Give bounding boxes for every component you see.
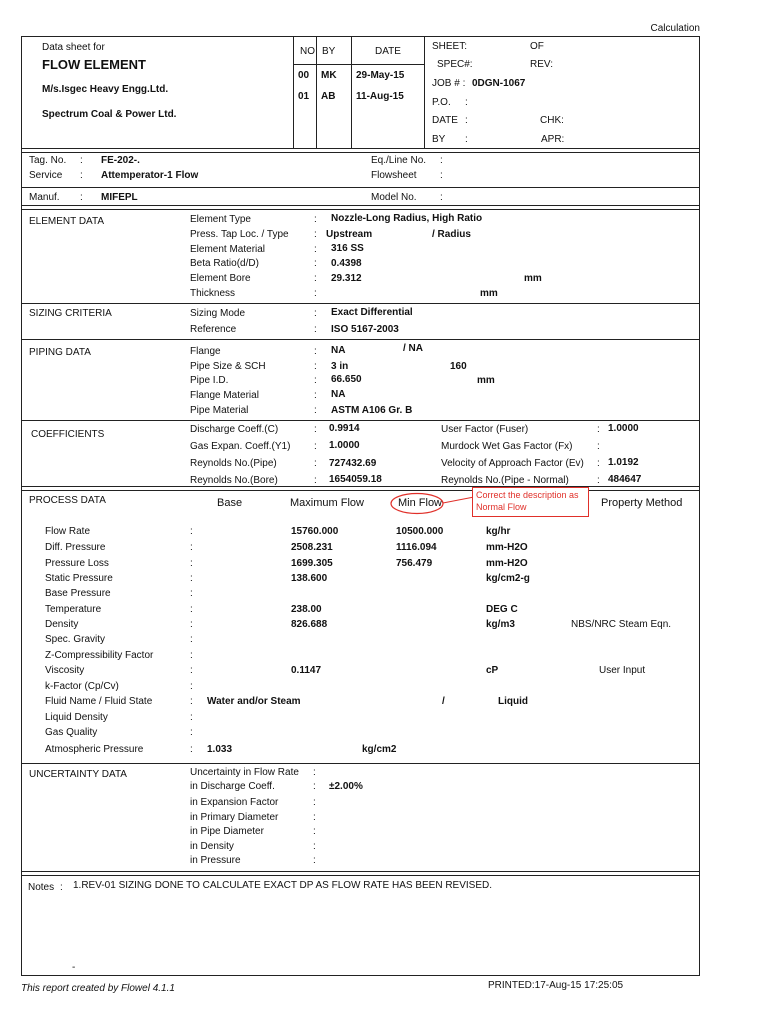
process-row-label: Static Pressure [45, 573, 113, 584]
process-row-prop: User Input [599, 665, 646, 676]
rev-0-date: 29-May-15 [356, 70, 405, 81]
model-label: Model No. [371, 192, 417, 203]
uncertainty-row-label: in Discharge Coeff. [190, 781, 275, 792]
flange-value: NA [331, 345, 346, 356]
service-colon: : [80, 170, 83, 181]
element-bore-unit: mm [524, 273, 542, 284]
page-title: FLOW ELEMENT [42, 57, 146, 72]
rev-0-by: MK [321, 70, 337, 81]
process-row-min: / [442, 696, 445, 707]
coef-left-0-value: 0.9914 [329, 423, 360, 434]
process-row-label: Temperature [45, 604, 102, 615]
process-row-max: 0.1147 [291, 665, 322, 676]
uncertainty-row-label: in Density [190, 841, 234, 852]
process-row-max: 138.600 [291, 573, 328, 584]
element-material-colon: : [314, 244, 317, 255]
col-base-header: Base [217, 497, 243, 509]
coef-left-1-label: Gas Expan. Coeff.(Y1) [190, 441, 291, 452]
report-type: Calculation [650, 23, 700, 34]
tap-type-value: / Radius [432, 229, 471, 240]
coef-left-1-colon: : [314, 441, 317, 452]
process-row-label: Fluid Name / Fluid State [45, 696, 153, 707]
pipe-material-colon: : [314, 405, 317, 416]
thickness-unit: mm [480, 288, 498, 299]
coef-left-2-value: 727432.69 [329, 458, 377, 469]
col-min-flow-header: Min Flow [398, 497, 443, 509]
pipe-material-value: ASTM A106 Gr. B [331, 405, 413, 416]
review-comment-box [472, 487, 589, 517]
uncertainty-data-heading: UNCERTAINTY DATA [29, 769, 127, 780]
tap-loc-label: Press. Tap Loc. / Type [190, 229, 289, 240]
coef-left-2-colon: : [314, 458, 317, 469]
uncertainty-row-colon: : [313, 812, 316, 823]
sizing-mode-colon: : [314, 308, 317, 319]
process-row-label: Z-Compressibility Factor [45, 650, 154, 661]
rev-1-date: 11-Aug-15 [356, 91, 404, 102]
coef-right-1-colon: : [597, 441, 600, 452]
beta-ratio-value: 0.4398 [331, 258, 362, 269]
process-row-label: Base Pressure [45, 588, 111, 599]
uncertainty-row-colon: : [313, 781, 316, 792]
uncertainty-row-colon: : [313, 826, 316, 837]
company-name: M/s.Isgec Heavy Engg.Ltd. [42, 84, 169, 95]
uncertainty-row-label: in Pressure [190, 855, 241, 866]
model-colon: : [440, 192, 443, 203]
pipe-material-label: Pipe Material [190, 405, 249, 416]
tap-loc-colon: : [314, 229, 317, 240]
thickness-colon: : [314, 288, 317, 299]
col-max-flow-header: Maximum Flow [290, 497, 364, 509]
uncertainty-row-colon: : [313, 855, 316, 866]
coef-right-3-value: 484647 [608, 474, 642, 485]
coef-left-3-label: Reynolds No.(Bore) [190, 475, 278, 486]
coef-left-0-colon: : [314, 424, 317, 435]
pipe-size-label: Pipe Size & SCH [190, 361, 266, 372]
coef-right-2-label: Velocity of Approach Factor (Ev) [441, 458, 584, 469]
flowsheet-colon: : [440, 170, 443, 181]
element-material-value: 316 SS [331, 243, 364, 254]
process-row-colon: : [190, 526, 193, 537]
job-value: 0DGN-1067 [472, 78, 526, 89]
rev-col-by: BY [322, 46, 336, 57]
process-row-colon: : [190, 650, 193, 661]
beta-ratio-label: Beta Ratio(d/D) [190, 258, 259, 269]
process-row-colon: : [190, 558, 193, 569]
process-row-colon: : [190, 619, 193, 630]
coef-right-3-label: Reynolds No.(Pipe - Normal) [441, 475, 569, 486]
element-bore-label: Element Bore [190, 273, 251, 284]
of-label: OF [530, 41, 544, 52]
flange-label: Flange [190, 346, 221, 357]
process-row-label: Viscosity [45, 665, 85, 676]
coef-right-2-colon: : [597, 458, 600, 469]
process-row-label: Flow Rate [45, 526, 91, 537]
review-comment-text: Correct the description as Normal Flow [476, 490, 579, 512]
client-name: Spectrum Coal & Power Ltd. [42, 109, 177, 120]
process-row-unit: DEG C [486, 604, 518, 615]
sizing-criteria-heading: SIZING CRITERIA [29, 308, 112, 319]
rev-0-no: 00 [298, 70, 310, 81]
date-colon: : [465, 115, 468, 126]
manuf-colon: : [80, 192, 83, 203]
element-type-colon: : [314, 214, 317, 225]
process-row-colon: : [190, 744, 193, 755]
by-colon: : [465, 134, 468, 145]
pipe-id-unit: mm [477, 375, 495, 386]
report-created-by: This report created by Flowel 4.1.1 [21, 983, 175, 994]
sizing-mode-label: Sizing Mode [190, 308, 246, 319]
process-row-colon: : [190, 573, 193, 584]
rev-1-no: 01 [298, 91, 310, 102]
flange-material-value: NA [331, 389, 346, 400]
process-row-colon: : [190, 542, 193, 553]
reference-label: Reference [190, 324, 237, 335]
process-row-unit: mm-H2O [486, 558, 528, 569]
coef-right-0-colon: : [597, 424, 600, 435]
process-row-max: 238.00 [291, 604, 322, 615]
coef-right-2-value: 1.0192 [608, 457, 639, 468]
coef-right-1-label: Murdock Wet Gas Factor (Fx) [441, 441, 573, 452]
pipe-id-colon: : [314, 375, 317, 386]
po-colon: : [465, 97, 468, 108]
element-type-value: Nozzle-Long Radius, High Ratio [331, 213, 483, 224]
chk-label: CHK: [540, 115, 564, 126]
date-label: DATE [432, 115, 458, 126]
process-row-max: 15760.000 [291, 526, 339, 537]
pipe-id-label: Pipe I.D. [190, 375, 229, 386]
process-row-max: 826.688 [291, 619, 328, 630]
element-bore-value: 29.312 [331, 273, 362, 284]
coef-right-0-value: 1.0000 [608, 423, 639, 434]
manuf-label: Manuf. [29, 192, 60, 203]
rev-col-date: DATE [375, 46, 401, 57]
notes-dash: - [72, 962, 76, 973]
sizing-mode-value: Exact Differential [331, 307, 413, 318]
process-row-colon: : [190, 634, 193, 645]
apr-label: APR: [541, 134, 565, 145]
process-row-colon: : [190, 681, 193, 692]
flange-material-label: Flange Material [190, 390, 259, 401]
pipe-id-value: 66.650 [331, 374, 362, 385]
element-data-heading: ELEMENT DATA [29, 216, 105, 227]
process-row-unit: kg/cm2-g [486, 573, 530, 584]
rev-1-by: AB [321, 91, 336, 102]
rev-col-no: NO [300, 46, 315, 57]
spec-label: SPEC#: [437, 59, 473, 70]
col-property-method-header: Property Method [601, 497, 683, 509]
element-bore-colon: : [314, 273, 317, 284]
process-row-unit: kg/hr [486, 526, 511, 537]
process-row-label: Density [45, 619, 79, 630]
process-row-colon: : [190, 712, 193, 723]
tap-loc-value: Upstream [326, 229, 373, 240]
uncertainty-row-label: in Expansion Factor [190, 797, 279, 808]
po-label: P.O. [432, 97, 451, 108]
reference-colon: : [314, 324, 317, 335]
process-row-min: 10500.000 [396, 526, 444, 537]
process-row-prop: NBS/NRC Steam Eqn. [571, 619, 672, 630]
datasheet-for-label: Data sheet for [42, 42, 105, 53]
process-row-label: Pressure Loss [45, 558, 109, 569]
coef-left-2-label: Reynolds No.(Pipe) [190, 458, 277, 469]
process-row-min: 1116.094 [396, 542, 437, 553]
flange-material-colon: : [314, 390, 317, 401]
reference-value: ISO 5167-2003 [331, 324, 399, 335]
coef-left-3-value: 1654059.18 [329, 474, 382, 485]
process-row-base: Water and/or Steam [207, 696, 301, 707]
thickness-label: Thickness [190, 288, 236, 299]
uncertainty-row-label: in Pipe Diameter [190, 826, 264, 837]
eq-line-label: Eq./Line No. [371, 155, 427, 166]
element-type-label: Element Type [190, 214, 251, 225]
pipe-schedule-value: 160 [450, 361, 467, 372]
process-row-unit: mm-H2O [486, 542, 528, 553]
tag-value: FE-202-. [101, 155, 140, 166]
pipe-size-colon: : [314, 361, 317, 372]
by-label: BY [432, 134, 446, 145]
process-data-heading: PROCESS DATA [29, 495, 106, 506]
markup-ellipse [388, 492, 478, 520]
printed-timestamp: PRINTED:17-Aug-15 17:25:05 [488, 980, 624, 991]
coef-right-0-label: User Factor (Fuser) [441, 424, 529, 435]
coefficients-heading: COEFFICIENTS [31, 429, 105, 440]
flowsheet-label: Flowsheet [371, 170, 417, 181]
process-row-max: 2508.231 [291, 542, 333, 553]
process-row-unit: cP [486, 665, 499, 676]
rev-label: REV: [530, 59, 553, 70]
eq-line-colon: : [440, 155, 443, 166]
uncertainty-row-colon: : [313, 767, 316, 778]
notes-text: 1.REV-01 SIZING DONE TO CALCULATE EXACT DP AS FLOW RATE HAS BEEN REVISED. [73, 880, 493, 891]
coef-left-1-value: 1.0000 [329, 440, 360, 451]
flange-value-2: / NA [403, 343, 423, 354]
notes-colon: : [60, 882, 63, 893]
uncertainty-row-colon: : [313, 797, 316, 808]
process-row-label: Gas Quality [45, 727, 98, 738]
process-row-unit: Liquid [498, 696, 528, 707]
process-row-label: Atmospheric Pressure [45, 744, 144, 755]
service-value: Attemperator-1 Flow [101, 170, 199, 181]
process-row-max: kg/cm2 [362, 744, 397, 755]
coef-left-3-colon: : [314, 475, 317, 486]
sheet-label: SHEET: [432, 41, 468, 52]
uncertainty-row-colon: : [313, 841, 316, 852]
uncertainty-row-label: Uncertainty in Flow Rate [190, 767, 299, 778]
process-row-colon: : [190, 727, 193, 738]
flange-colon: : [314, 346, 317, 357]
tag-colon: : [80, 155, 83, 166]
element-material-label: Element Material [190, 244, 266, 255]
beta-ratio-colon: : [314, 258, 317, 269]
notes-label: Notes [28, 882, 55, 893]
manuf-value: MIFEPL [101, 192, 138, 203]
process-row-colon: : [190, 588, 193, 599]
process-row-label: Spec. Gravity [45, 634, 106, 645]
coef-right-3-colon: : [597, 475, 600, 486]
process-row-label: k-Factor (Cp/Cv) [45, 681, 119, 692]
coef-left-0-label: Discharge Coeff.(C) [190, 424, 279, 435]
process-row-colon: : [190, 604, 193, 615]
process-row-colon: : [190, 696, 193, 707]
service-label: Service [29, 170, 63, 181]
tag-label: Tag. No. [29, 155, 67, 166]
uncertainty-row-value: ±2.00% [329, 781, 363, 792]
process-row-min: 756.479 [396, 558, 433, 569]
process-row-label: Diff. Pressure [45, 542, 106, 553]
process-row-colon: : [190, 665, 193, 676]
process-row-label: Liquid Density [45, 712, 108, 723]
uncertainty-row-label: in Primary Diameter [190, 812, 279, 823]
pipe-size-value: 3 in [331, 361, 349, 372]
process-row-unit: kg/m3 [486, 619, 515, 630]
process-row-base: 1.033 [207, 744, 233, 755]
job-label: JOB # : [432, 78, 466, 89]
process-row-max: 1699.305 [291, 558, 333, 569]
piping-data-heading: PIPING DATA [29, 347, 91, 358]
